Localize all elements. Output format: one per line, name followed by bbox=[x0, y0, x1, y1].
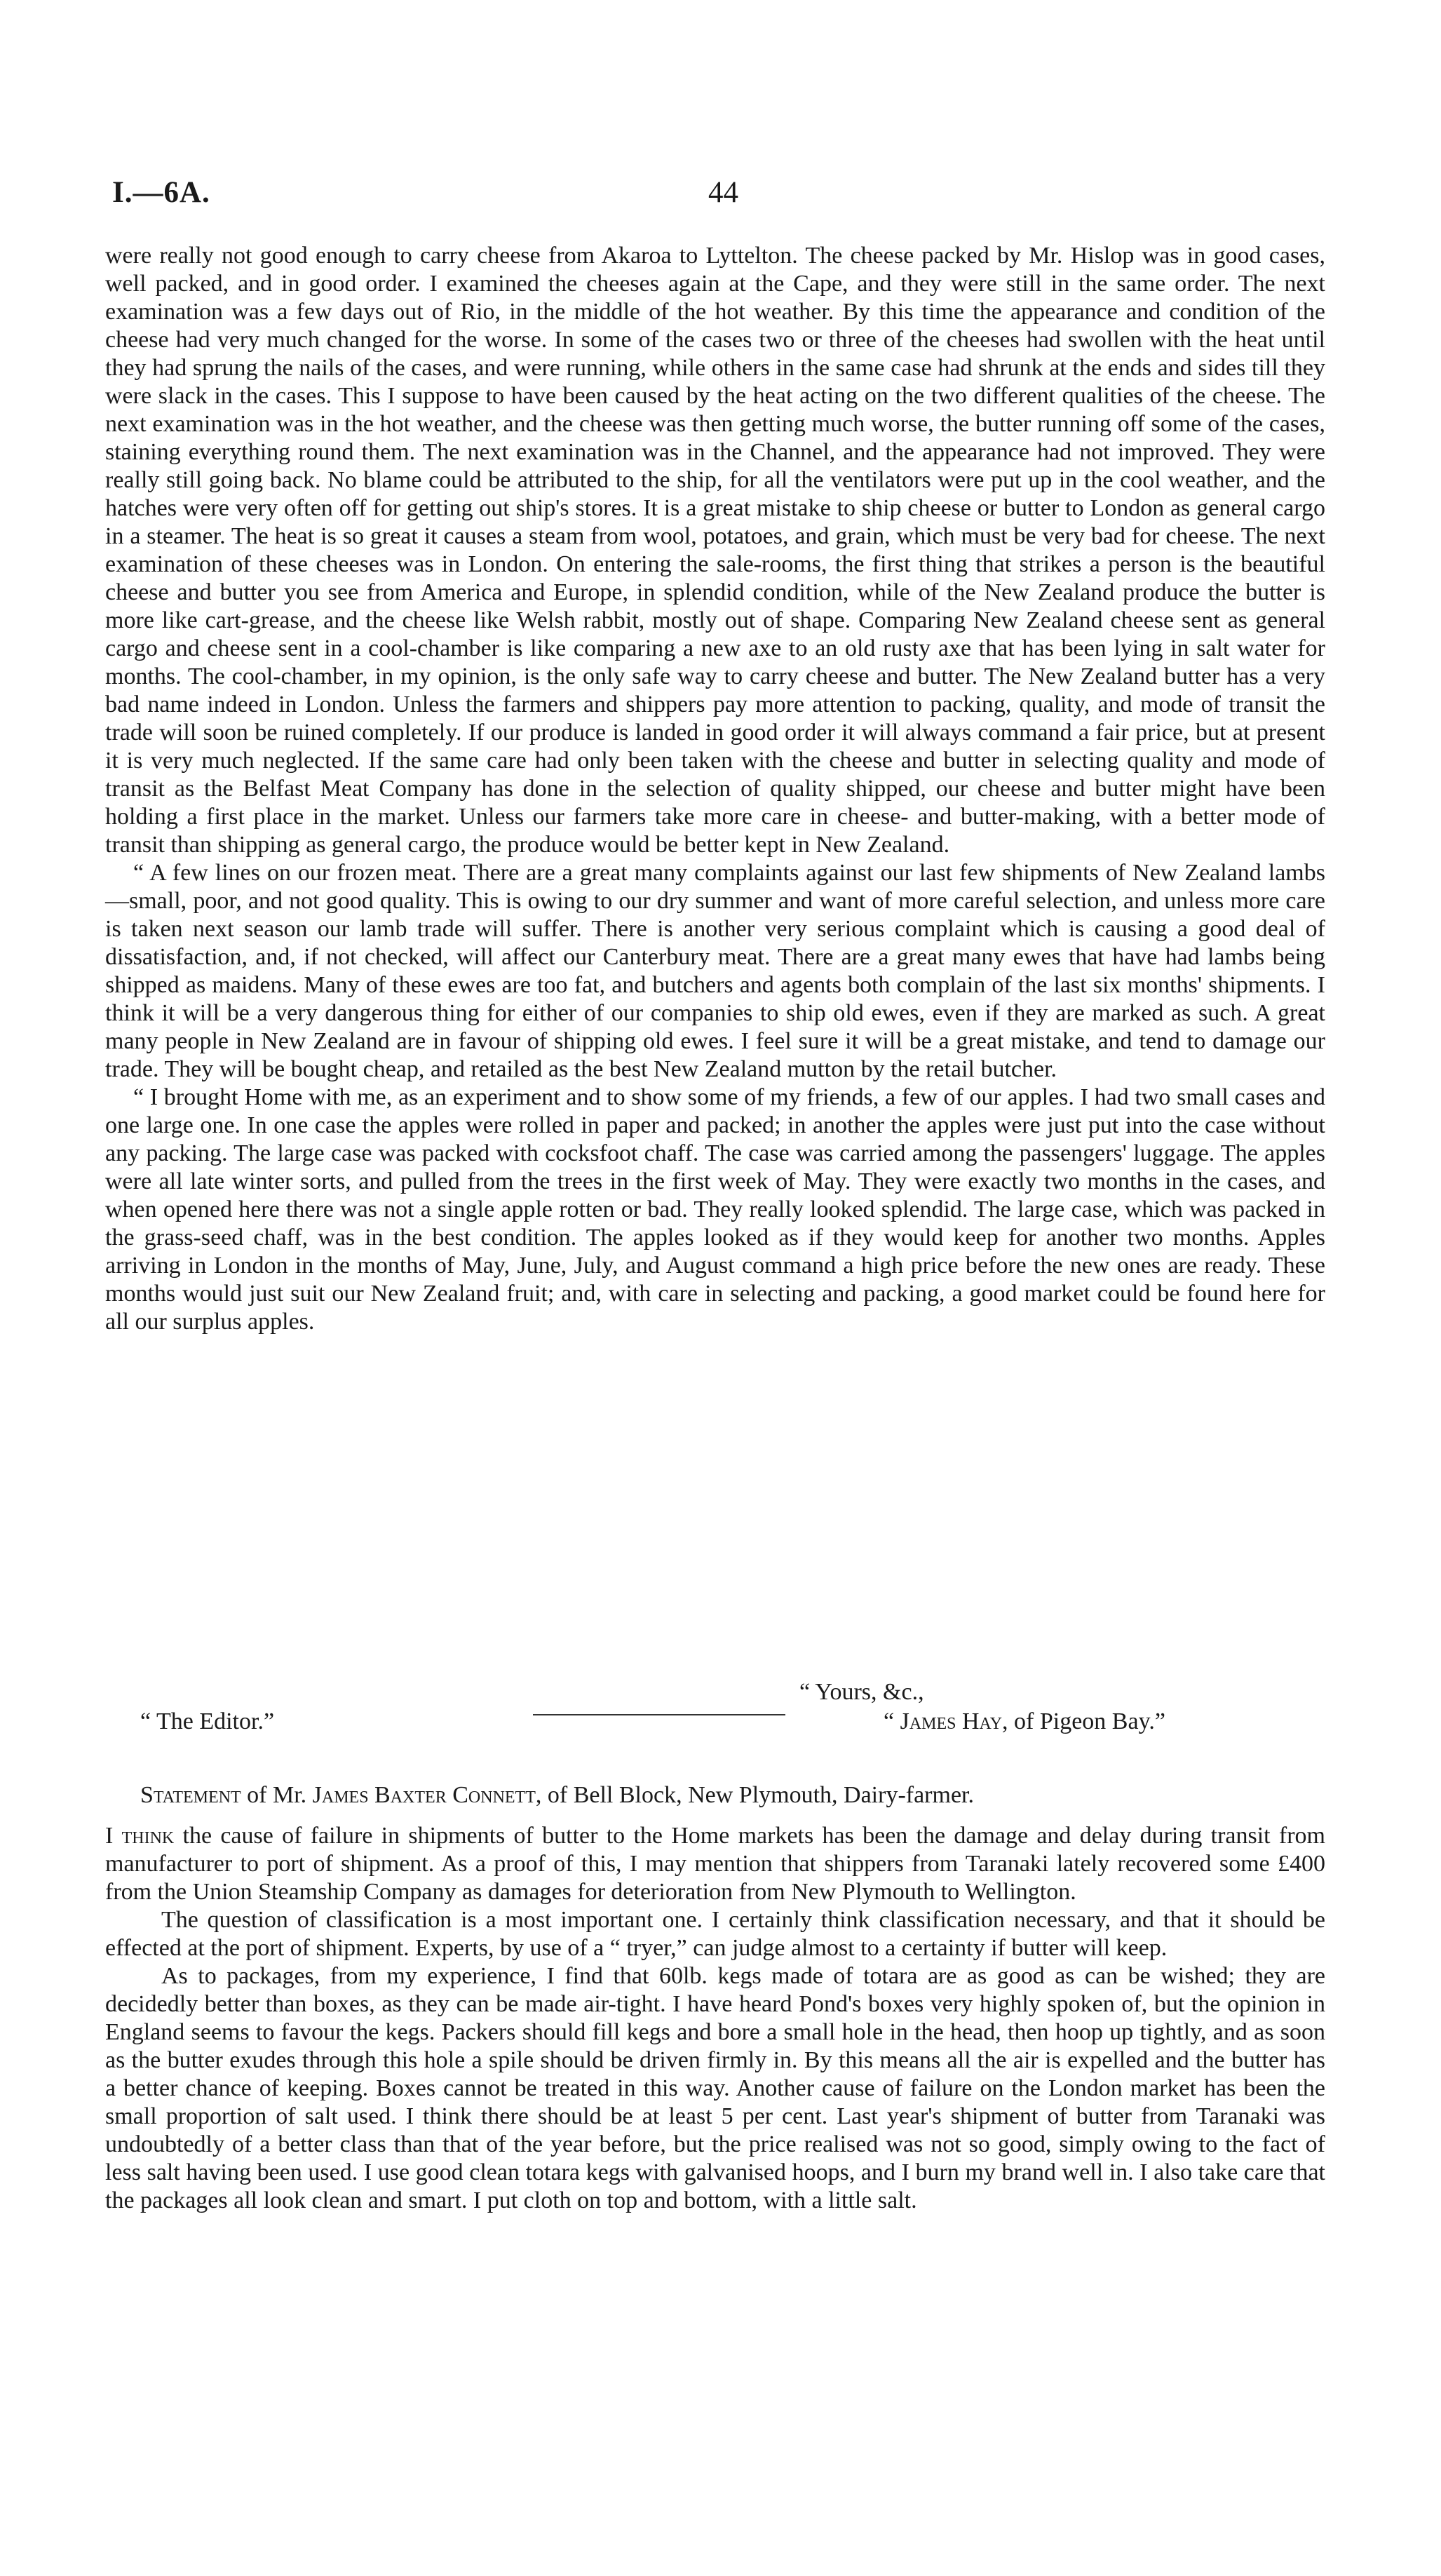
signature-open-quote: “ bbox=[884, 1708, 900, 1734]
letter-closing: “ Yours, &c., bbox=[799, 1679, 924, 1705]
letter-body bbox=[105, 242, 1325, 1336]
statement-paragraph-text: the cause of failure in shipments of butter to the Home markets has been the damage and delay during transit from manufacturer to port of shipment. As a proof of this, I may mention that shippers from Taranaki lately recovered some £400 from the Union Steamship Company as damages for deterioration from New Plymouth to Wellington. bbox=[105, 1823, 1325, 1905]
letter-paragraph: “ I brought Home with me, as an experiment and to show some of my friends, a few of our apples. I had two small cases and one large one. In one case the apples were rolled in paper and packed; in another the apples were just put into the case without any packing. The large case was packed with cocksfoot chaff. The case was carried among the passengers' luggage. The apples were all late winter sorts, and pulled from the trees in the first week of May. They were exactly two months in the cases, and when opened here there was not a single apple rotten or bad. They really looked splendid. The large case, which was packed in the grass-seed chaff, was in the best condition. The apples looked as if they would keep for another two months. Apples arriving in London in the months of May, June, July, and August command a high price before the new ones are ready. These months would just suit our New Zealand fruit; and, with care in selecting and packing, a good market could be found here for all our surplus apples. bbox=[105, 1084, 1325, 1335]
signature-place: , of Pigeon Bay.” bbox=[1002, 1708, 1165, 1734]
page-number: 44 bbox=[708, 176, 738, 209]
letter-paragraph: were really not good enough to carry cheese from Akaroa to Lyttelton. The cheese packed by Mr. Hislop was in good cases, well packed, and in good order. I examined the cheeses again at the Cape, and they were still in the same order. The next examination was a few days out of Rio, in the middle of the hot weather. By this time the appearance and condition of the cheese had very much changed for the worse. In some of the cases two or three of the cheeses had swollen with the heat until they had sprung the nails of the cases, and were running, while others in the same case had shrunk at the ends and sides till they were slack in the cases. This I suppose to have been caused by the heat acting on the two different qualities of the cheese. The next examination was in the hot weather, and the cheese was then getting much worse, the butter running off some of the cases, staining everything round them. The next examination was in the Channel, and the appearance had not improved. They were really still going back. No blame could be attributed to the ship, for all the ventilators were put up in the cool weather, and the hatches were very often off for getting out ship's stores. It is a great mistake to ship cheese or butter to London as general cargo in a steamer. The heat is so great it causes a steam from wool, potatoes, and grain, which must be very bad for cheese. The next examination of these cheeses was in London. On entering the sale-rooms, the first thing that strikes a person is the beautiful cheese and butter you see from America and Europe, in splendid condition, while of the New Zealand produce the butter is more like cart-grease, and the cheese like Welsh rabbit, mostly out of shape. Comparing New Zealand cheese sent as general cargo and cheese sent in a cool-chamber is like comparing a new axe to an old rusty axe that has been lying in salt water for months. The cool-chamber, in my opinion, is the only safe way to carry cheese and butter. The New Zealand butter has a very bad name indeed in London. Unless the farmers and shippers pay more attention to packing, quality, and mode of transit the trade will soon be ruined completely. If our produce is landed in good order it will always command a fair price, but at present it is very much neglected. If the same care had only been taken with the cheese and butter in selecting quality and mode of transit as the Belfast Meat Company has done in the selection of quality shipped, our cheese and butter might have been holding a first place in the market. Unless our farmers take more care in cheese- and butter-making, with a better mode of transit than shipping as general cargo, the produce would be better kept in New Zealand. bbox=[105, 243, 1325, 858]
statement-heading-rest: , of Bell Block, New Plymouth, Dairy-farmer. bbox=[535, 1782, 974, 1808]
letter-addressee: “ The Editor.” bbox=[140, 1708, 275, 1734]
statement-heading-name: James Baxter Connett bbox=[312, 1782, 536, 1808]
statement-body bbox=[105, 1822, 1325, 2215]
statement-heading-word: Statement bbox=[140, 1782, 241, 1808]
statement-paragraph: The question of classification is a most important one. I certainly think classification necessary, and that it should be effected at the port of shipment. Experts, by use of a “ tryer,” can judge almost to a certainty if butter will keep. bbox=[105, 1907, 1325, 1961]
statement-paragraph bbox=[105, 1822, 1325, 1906]
letter-paragraph: “ A few lines on our frozen meat. There are a great many complaints against our last few shipments of New Zealand lambs—small, poor, and not good quality. This is owing to our dry summer and want of more careful selection, and unless more care is taken next season our lamb trade will suffer. There is another very serious complaint which is causing a good deal of dissatisfaction, and, if not checked, will affect our Canterbury meat. There are a great many ewes that have had lambs being shipped as maidens. Many of these ewes are too fat, and butchers and agents both complain of the last six months' shipments. I think it will be a very dangerous thing for either of our companies to ship old ewes, even if they are marked as such. A great many people in New Zealand are in favour of shipping old ewes. I feel sure it will be a great mistake, and tend to damage our trade. They will be bought cheap, and retailed as the best New Zealand mutton by the retail butcher. bbox=[105, 860, 1325, 1082]
statement-heading bbox=[140, 1781, 974, 1809]
statement-heading-of: of Mr. bbox=[241, 1782, 313, 1808]
statement-paragraph: As to packages, from my experience, I find that 60lb. kegs made of totara are as good as can be wished; they are decidedly better than boxes, as they can be made air-tight. I have heard Pond's boxes very highly spoken of, but the opinion in England seems to favour the kegs. Packers should fill kegs and bore a small hole in the head, then hoop up tightly, and as soon as the butter exudes through this hole a spile should be driven firmly in. By this means all the air is expelled and the butter has a better chance of keeping. Boxes cannot be treated in this way. Another cause of failure on the London market has been the small proportion of salt used. I think there should be at least 5 per cent. Last year's shipment of butter from Taranaki was undoubtedly of a better class than that of the year before, but the price realised was not so good, simply owing to the fact of less salt having been used. I use good clean totara kegs with galvanised hoops, and I burn my brand well in. I also take care that the packages all look clean and smart. I put cloth on top and bottom, with a little salt. bbox=[105, 1963, 1325, 2213]
document-reference: I.—6A. bbox=[112, 176, 210, 209]
section-divider bbox=[533, 1714, 785, 1715]
signature-name: James Hay bbox=[900, 1708, 1003, 1734]
letter-signature bbox=[884, 1708, 1165, 1736]
statement-first-word: I think bbox=[105, 1823, 175, 1849]
